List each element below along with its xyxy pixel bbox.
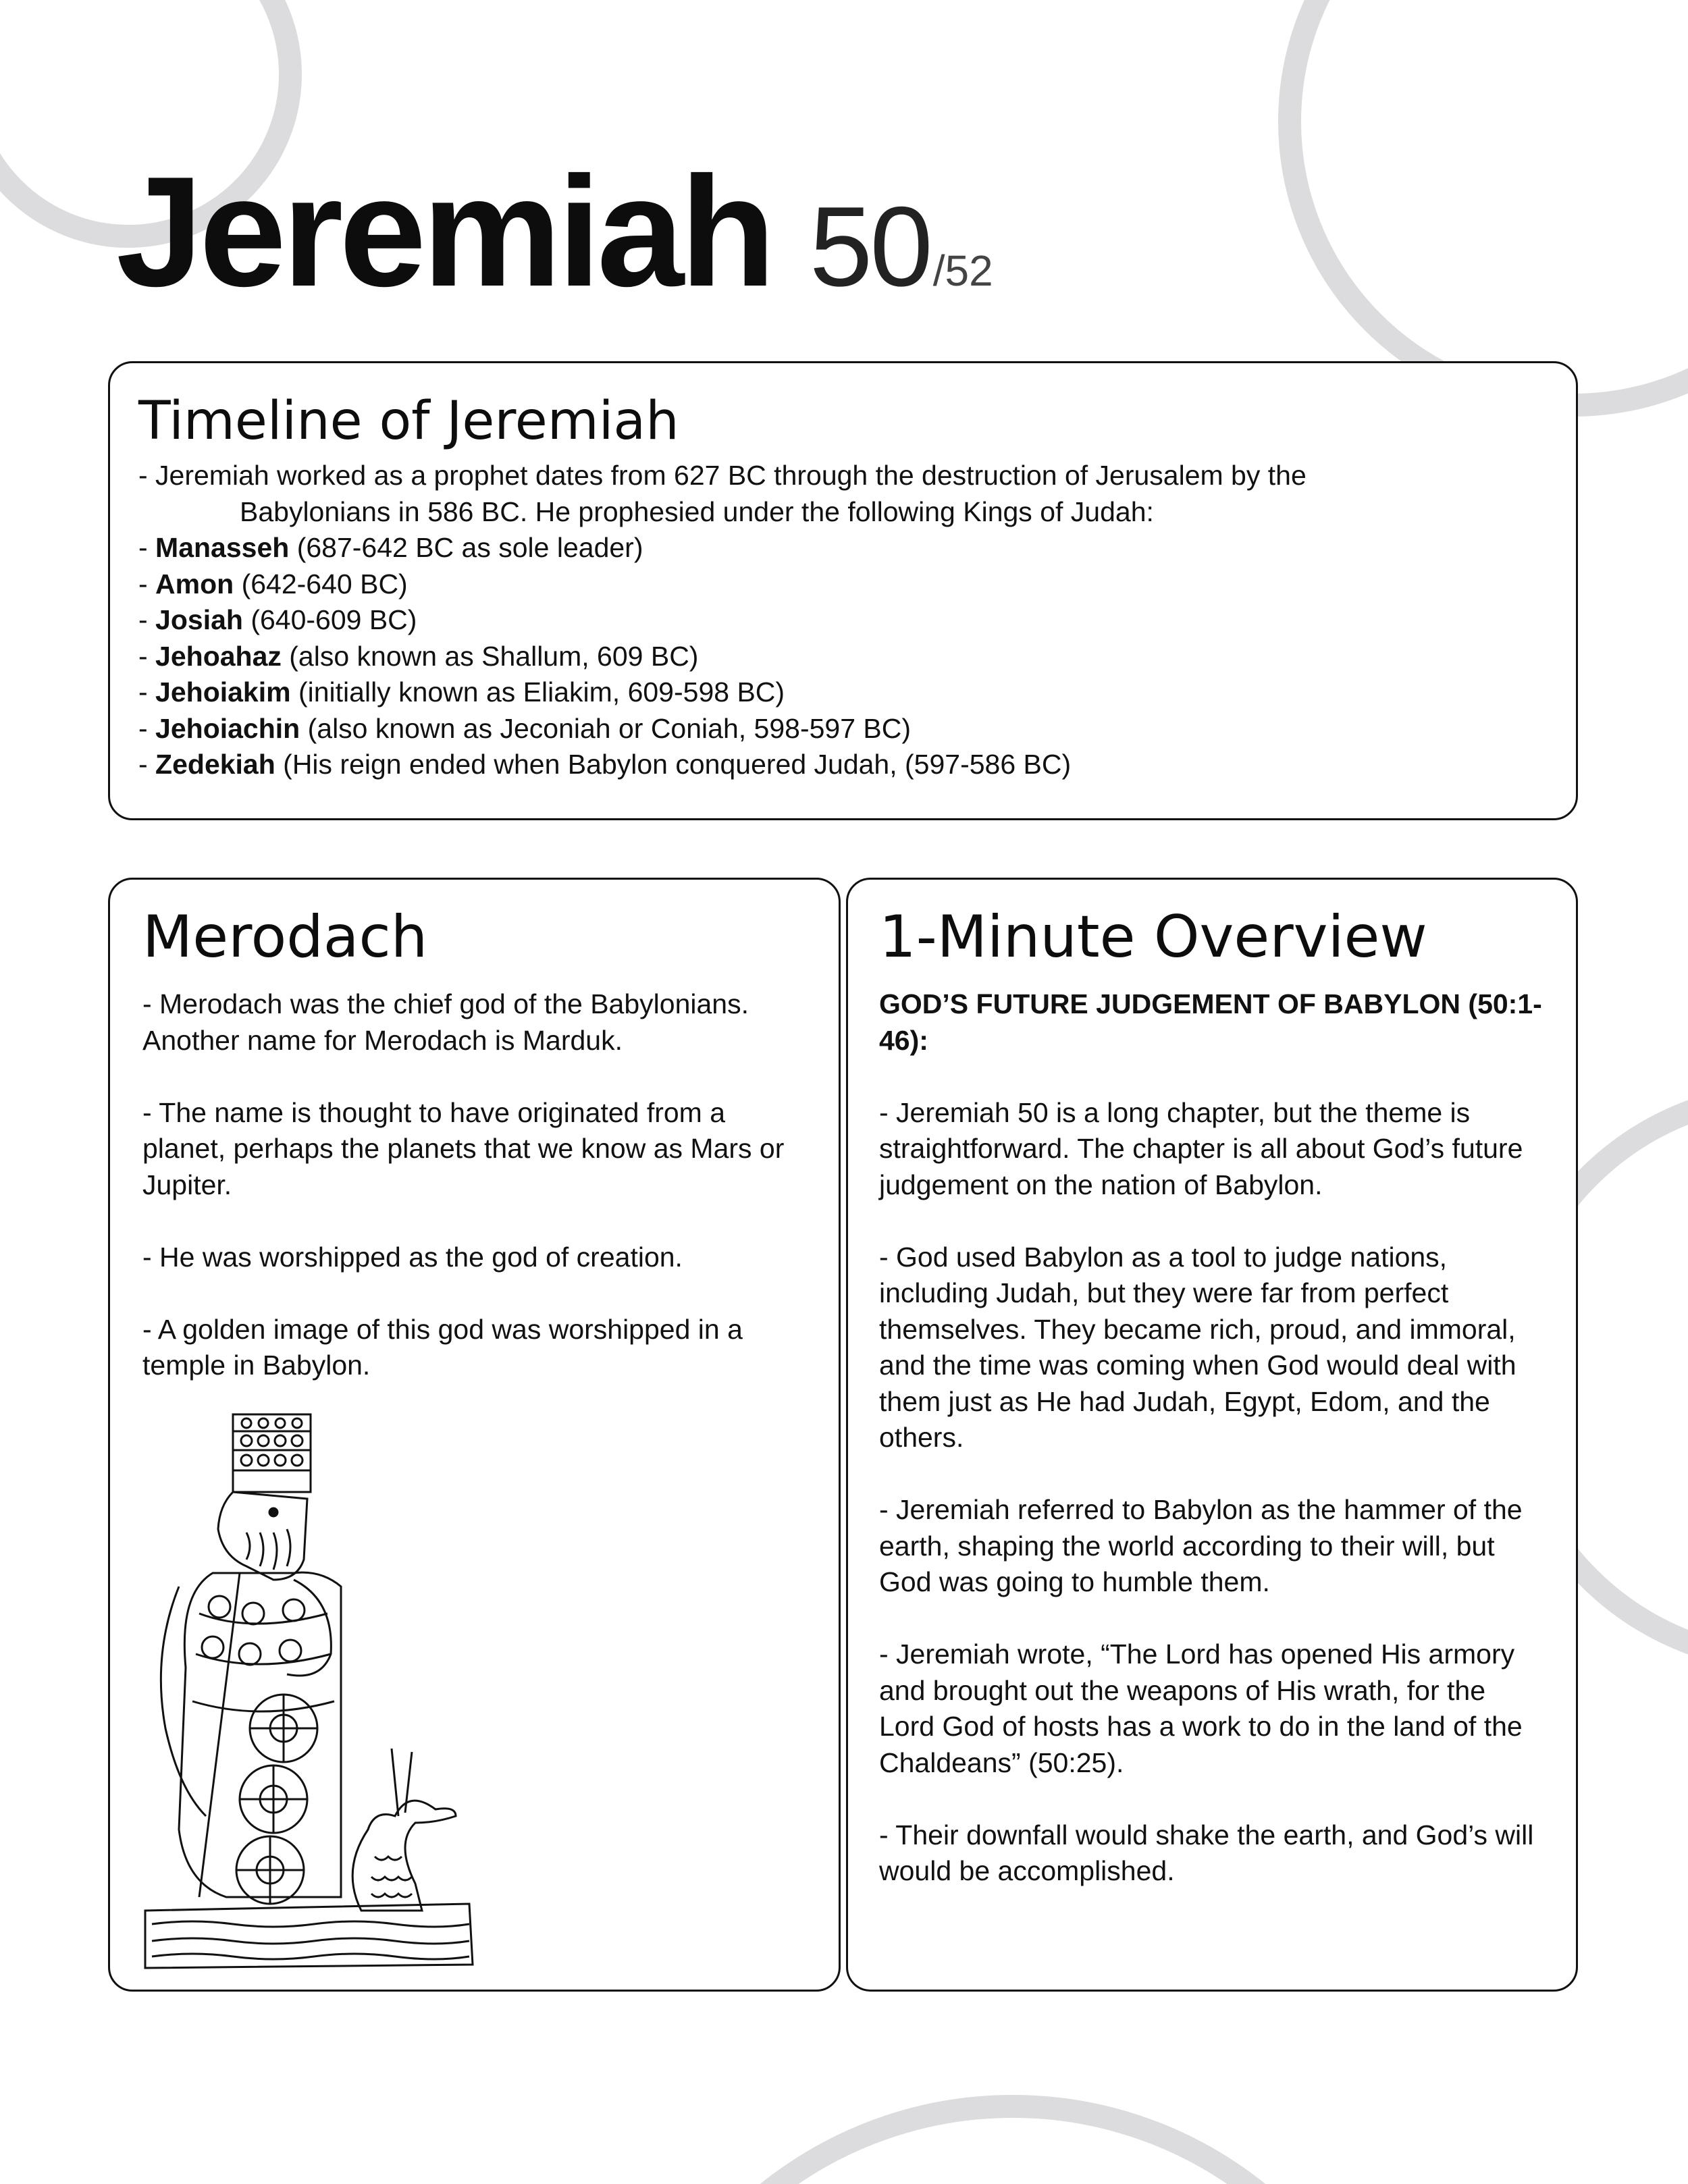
ring-top-right bbox=[1290, 0, 1688, 405]
timeline-box bbox=[108, 361, 1578, 820]
overview-paragraph: - Jeremiah wrote, “The Lord has opened His armory and brought out the weapons of His wrath, for the Lord God of hosts has a work to do in the land of the Chaldeans” (50:25). bbox=[879, 1639, 1523, 1778]
bullet: - bbox=[138, 532, 156, 563]
king-item bbox=[138, 747, 1548, 783]
merodach-body bbox=[142, 986, 806, 1384]
overview-heading: 1-Minute Overview bbox=[879, 903, 1427, 971]
bullet: - bbox=[138, 676, 156, 708]
bullet: - bbox=[138, 604, 156, 635]
merodach-paragraph: - Merodach was the chief god of the Babylonians. Another name for Merodach is Marduk. bbox=[142, 988, 749, 1056]
king-name: Amon bbox=[155, 568, 234, 600]
king-detail: (initially known as Eliakim, 609-598 BC) bbox=[290, 676, 785, 708]
timeline-intro-line-1: - Jeremiah worked as a prophet dates from 627 BC through the destruction of Jerusalem by the bbox=[138, 460, 1307, 491]
overview-body bbox=[879, 986, 1545, 1890]
timeline-heading: Timeline of Jeremiah bbox=[138, 391, 679, 452]
book-title: Jeremiah bbox=[116, 144, 772, 319]
king-name: Jehoahaz bbox=[155, 640, 282, 672]
bullet: - bbox=[138, 640, 156, 672]
overview-paragraph: - Their downfall would shake the earth, and God’s will would be accomplished. bbox=[879, 1819, 1534, 1886]
king-detail: (also known as Shallum, 609 BC) bbox=[281, 640, 699, 672]
bullet: - bbox=[138, 568, 156, 600]
overview-box bbox=[846, 878, 1578, 1992]
page-title bbox=[116, 142, 993, 322]
marduk-figure-image bbox=[138, 1411, 490, 1971]
king-detail: (His reign ended when Babylon conquered Judah, (597-586 BC) bbox=[275, 749, 1072, 780]
merodach-paragraph: - He was worshipped as the god of creation. bbox=[142, 1241, 683, 1273]
king-item bbox=[138, 530, 1548, 566]
king-item bbox=[138, 602, 1548, 639]
king-item bbox=[138, 566, 1548, 603]
merodach-paragraph: - A golden image of this god was worshipped in a temple in Babylon. bbox=[142, 1313, 743, 1381]
king-detail: (640-609 BC) bbox=[242, 604, 417, 635]
king-item bbox=[138, 711, 1548, 747]
chapter-number: 50 bbox=[809, 183, 930, 310]
king-name: Josiah bbox=[155, 604, 243, 635]
ring-bottom-center bbox=[621, 2106, 1404, 2184]
overview-paragraph: - Jeremiah referred to Babylon as the hammer of the earth, shaping the world according to their will, but God was going to humble them. bbox=[879, 1494, 1523, 1597]
king-name: Manasseh bbox=[155, 532, 290, 563]
timeline-intro-line-2: Babylonians in 586 BC. He prophesied under the following Kings of Judah: bbox=[240, 496, 1154, 527]
overview-subheading: GOD’S FUTURE JUDGEMENT OF BABYLON (50:1-46): bbox=[879, 988, 1542, 1056]
king-detail: (also known as Jeconiah or Coniah, 598-597 BC) bbox=[300, 712, 912, 744]
king-name: Zedekiah bbox=[155, 749, 275, 780]
timeline-body bbox=[138, 458, 1548, 783]
overview-paragraph: - God used Babylon as a tool to judge nations, including Judah, but they were far from perfect themselves. They became rich, proud, and immoral, and the time was coming when God would deal with them just as He had Judah, Egypt, Edom, and the others. bbox=[879, 1241, 1516, 1453]
king-item bbox=[138, 674, 1548, 711]
king-detail: (642-640 BC) bbox=[234, 568, 408, 600]
bullet: - bbox=[138, 749, 156, 780]
king-detail: (687-642 BC as sole leader) bbox=[289, 532, 643, 563]
king-item bbox=[138, 639, 1548, 675]
overview-paragraph: - Jeremiah 50 is a long chapter, but the theme is straightforward. The chapter is all about God’s future judgement on the nation of Babylon. bbox=[879, 1096, 1523, 1200]
merodach-heading: Merodach bbox=[142, 903, 428, 971]
king-name: Jehoiakim bbox=[155, 676, 291, 708]
bullet: - bbox=[138, 712, 156, 744]
king-name: Jehoiachin bbox=[155, 712, 300, 744]
total-chapters: /52 bbox=[932, 246, 993, 295]
merodach-paragraph: - The name is thought to have originated from a planet, perhaps the planets that we know as Mars or Jupiter. bbox=[142, 1096, 785, 1200]
